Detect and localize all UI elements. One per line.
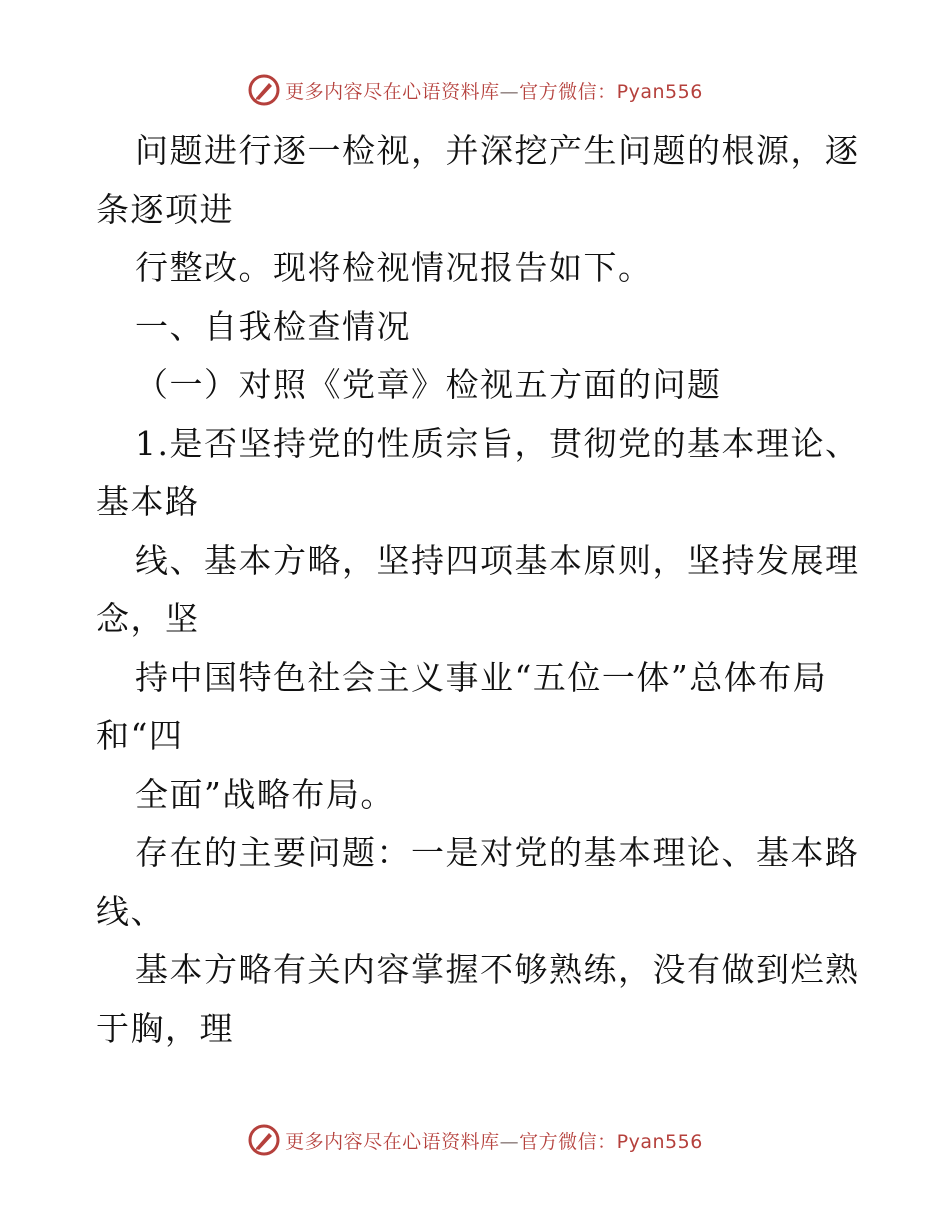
text-line: 线、	[96, 891, 165, 931]
watermark-text	[285, 77, 703, 104]
text-line: 线、基本方略，坚持四项基本原则，坚持发展理	[135, 540, 860, 580]
watermark-tail: 官方微信：Pyan556	[519, 80, 703, 103]
watermark-lead: 更多内容尽在心语资料库	[285, 80, 500, 103]
text-line: 问题进行逐一检视，并深挖产生问题的根源，逐	[135, 131, 860, 170]
watermark-lead: 更多内容尽在心语资料库	[285, 1130, 500, 1153]
text-line: 和“四	[96, 716, 184, 755]
text-line: 于胸，理	[96, 1008, 234, 1048]
text-line: 持中国特色社会主义事业“五位一体”总体布局	[135, 657, 828, 697]
text-line: 一、自我检查情况	[135, 306, 411, 346]
text-line: （一）对照《党章》检视五方面的问题	[135, 365, 722, 404]
text-line: 条逐项进	[96, 189, 234, 229]
watermark-text	[285, 1127, 703, 1154]
text-line: 1.是否坚持党的性质宗旨，贯彻党的基本理论、	[135, 423, 860, 463]
watermark-dash: —	[499, 80, 520, 103]
footer-watermark	[0, 1120, 950, 1160]
text-line: 行整改。现将检视情况报告如下。	[135, 248, 653, 287]
text-line: 基本路	[96, 482, 200, 521]
document-body	[96, 122, 860, 1058]
watermark-dash: —	[499, 1130, 520, 1153]
watermark-tail: 官方微信：Pyan556	[519, 1130, 703, 1153]
pen-logo-icon	[247, 73, 281, 107]
text-line: 全面”战略布局。	[135, 774, 395, 814]
header-watermark	[0, 70, 950, 110]
text-line: 念，坚	[96, 599, 200, 638]
text-line: 基本方略有关内容掌握不够熟练，没有做到烂熟	[135, 950, 860, 989]
pen-logo-icon	[247, 1123, 281, 1157]
text-line: 存在的主要问题：一是对党的基本理论、基本路	[135, 833, 860, 872]
